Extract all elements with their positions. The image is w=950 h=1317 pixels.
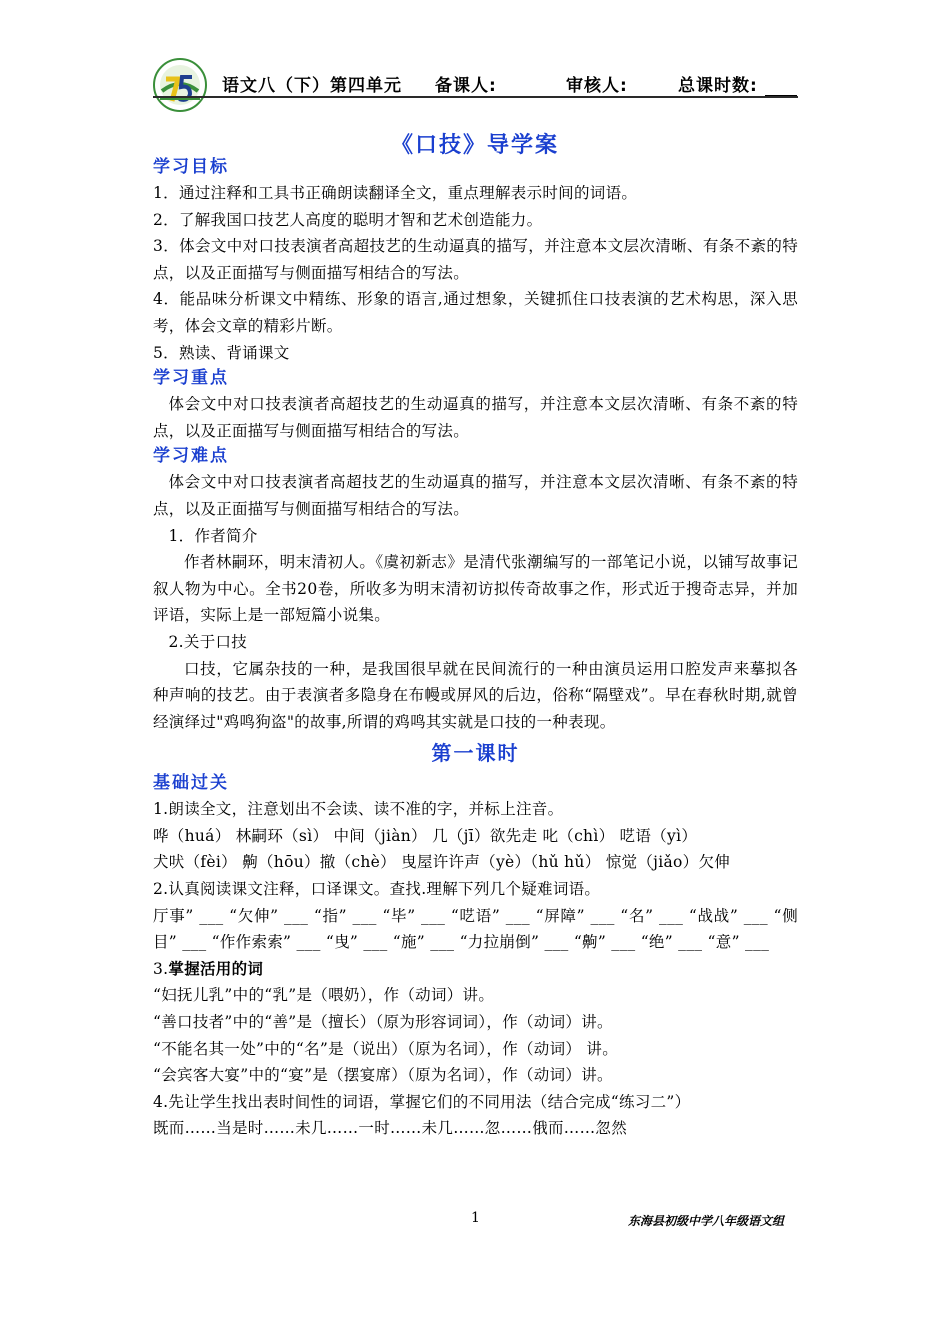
- page-title: 《口技》导学案: [390, 133, 559, 158]
- key-points-text: 体会文中对口技表演者高超技艺的生动逼真的描写，并注意本文层次清晰、有条不紊的特点，以及正面描写与侧面描写相结合的写法。: [153, 395, 798, 440]
- about-heading: 2.关于口技: [168, 632, 248, 651]
- question-4: 4.先让学生找出表时间性的词语，掌握它们的不同用法（结合完成“练习二”）: [153, 1092, 691, 1111]
- header-preparer: 备课人:: [435, 76, 497, 96]
- header-rule: [153, 96, 798, 98]
- question-3-number: 3.: [153, 959, 169, 978]
- usage-line: “妇抚儿乳”中的“乳”是（喂奶），作（动词）讲。: [153, 986, 495, 1005]
- objective-item: 4．能品味分析课文中精练、形象的语言,通过想象，关键抓住口技表演的艺术构思，深入思考，体会文章的精彩片断。: [153, 290, 798, 335]
- objective-item: 3．体会文中对口技表演者高超技艺的生动逼真的描写，并注意本文层次清晰、有条不紊的特点，以及正面描写与侧面描写相结合的写法。: [153, 237, 798, 282]
- question-1: 1.朗读全文，注意划出不会读、读不准的字，并标上注音。: [153, 800, 564, 819]
- pinyin-line: 犬吠（fèi） 齁（hōu）撤（chè） 曳屋许许声（yè）（hǔ hǔ） 惊觉（jiǎo）欠伸: [153, 853, 731, 872]
- author-text: 作者林嗣环，明末清初人。《虞初新志》是清代张潮编写的一部笔记小说，以铺写故事记叙人物为中心。全书20卷，所收多为明末清初访拟传奇故事之作，形式近于搜奇志异，并加评语，实际上是一部短篇小说集。: [153, 553, 798, 625]
- vocabulary-blanks: 厅事” ___ “欠伸” ___ “指” ___ “毕” ___ “呓语” ___ “屏障” ___ “名” ___ “战战” ___ “侧目” ___ “作作索索” ___ “曳” ___ “施” ___ “力拉崩倒” ___ “齁” ___ “绝” ___ “意” ___: [153, 906, 798, 952]
- question-3: [153, 956, 798, 983]
- usage-line: “善口技者”中的“善”是（擅长）（原为形容词词），作（动词）讲。: [153, 1013, 613, 1032]
- page-header: [222, 68, 797, 96]
- difficulties-heading: 学习难点: [153, 446, 229, 467]
- total-hours-blank: [765, 81, 797, 96]
- basics-heading: 基础过关: [153, 773, 229, 794]
- about-text: 口技，它属杂技的一种，是我国很早就在民间流行的一种由演员运用口腔发声来摹拟各种声响的技艺。由于表演者多隐身在布幔或屏风的后边，俗称“隔壁戏”。早在春秋时期,就曾经演绎过"鸡鸣狗盗"的故事,所谓的鸡鸣其实就是口技的一种表现。: [153, 659, 798, 731]
- page-number: 1: [471, 1210, 480, 1226]
- usage-line: “会宾客大宴”中的“宴”是（摆宴席）（原为名词），作（动词）讲。: [153, 1066, 613, 1085]
- objective-item: 2．了解我国口技艺人高度的聪明才智和艺术创造能力。: [153, 210, 543, 229]
- question-2: 2.认真阅读课文注释，口译课文。查找.理解下列几个疑难词语。: [153, 880, 601, 899]
- pinyin-line: 哗（huá） 林嗣环（sì） 中间（jiàn） 几（jī）欲先走 叱（chì） 呓语（yì）: [153, 826, 698, 845]
- school-logo: [152, 57, 208, 113]
- main-content: [153, 155, 798, 1142]
- usage-line: “不能名其一处”中的“名”是（说出）（原为名词），作（动词） 讲。: [153, 1039, 619, 1058]
- lesson-heading: 第一课时: [431, 741, 520, 766]
- objective-item: 5．熟读、背诵课文: [153, 343, 290, 362]
- difficulties-text: 体会文中对口技表演者高超技艺的生动逼真的描写，并注意本文层次清晰、有条不紊的特点，以及正面描写与侧面描写相结合的写法。: [153, 473, 798, 518]
- header-total-hours: 总课时数:: [678, 71, 797, 96]
- objectives-heading: 学习目标: [153, 157, 229, 177]
- author-heading: 1．作者简介: [168, 526, 258, 545]
- header-course: 语文八（下）第四单元: [222, 76, 402, 96]
- question-3-title: 掌握活用的词: [168, 958, 264, 978]
- objective-item: 1．通过注释和工具书正确朗读翻译全文，重点理解表示时间的词语。: [153, 184, 638, 202]
- time-words: 既而……当是时……未几……一时……未几……忽……俄而……忽然: [153, 1119, 628, 1138]
- key-points-heading: 学习重点: [153, 368, 229, 389]
- footer-organization: 东海县初级中学八年级语文组: [628, 1214, 785, 1228]
- header-reviewer: 审核人:: [566, 76, 628, 96]
